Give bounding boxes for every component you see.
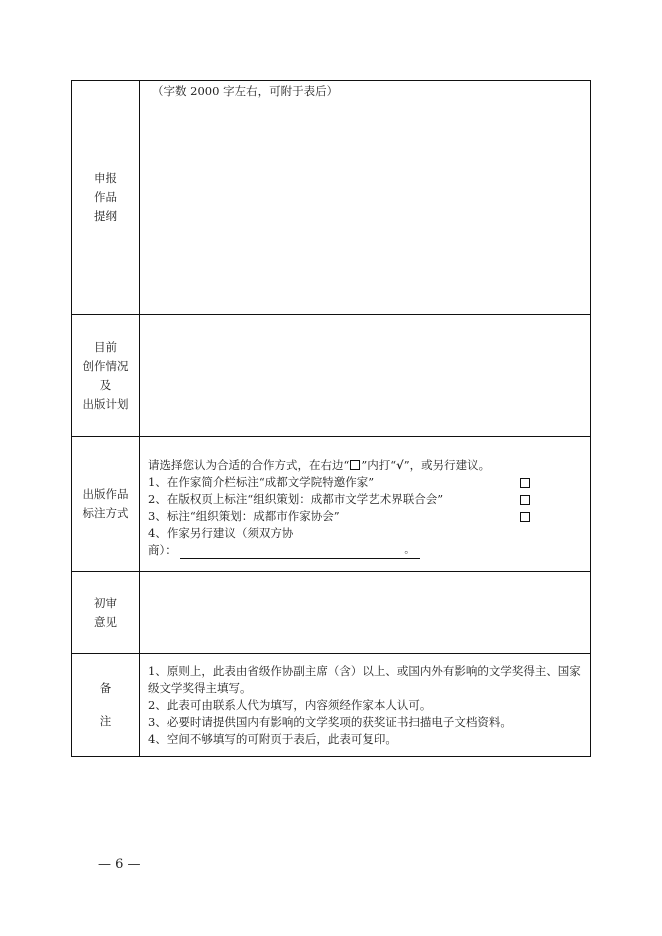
instruction-text: ”，或另行建议。	[403, 458, 491, 472]
row-work-outline	[72, 81, 591, 315]
label-line: 意见	[94, 614, 117, 629]
label-line: 标注方式	[82, 506, 129, 520]
attribution-instruction	[148, 457, 582, 474]
checkbox-sample-icon	[350, 460, 360, 470]
label-line: 注	[99, 714, 112, 728]
instruction-text: ”内打“	[361, 458, 397, 472]
option-4	[148, 525, 582, 542]
label-work-outline	[72, 81, 140, 315]
option-row	[148, 508, 582, 525]
note-item: 4、空间不够填写的可附页于表后，此表可复印。	[148, 731, 397, 746]
option-3-checkbox[interactable]	[520, 512, 530, 522]
page-number: — 6 —	[98, 857, 141, 872]
period-mark: 。	[404, 545, 415, 556]
notes-content	[140, 654, 591, 757]
option-label: 商）：	[148, 543, 177, 557]
note-item: 3、必要时请提供国内有影响的文学奖项的获奖证书扫描电子文档资料。	[148, 714, 512, 729]
option-row	[148, 474, 582, 491]
option-label: 3、标注“组织策划：成都市作家协会”	[148, 509, 340, 523]
checkmark-icon: √	[396, 458, 404, 472]
label-line: 出版作品	[82, 487, 129, 501]
option-4-input-line	[148, 542, 582, 559]
label-line: 目前	[94, 339, 117, 354]
option-label: 2、在版权页上标注“组织策划：成都市文学艺术界联合会”	[148, 492, 444, 506]
label-line: 创作情况	[82, 358, 129, 373]
option-2-checkbox[interactable]	[520, 495, 530, 505]
row-initial-review	[72, 572, 591, 654]
option-1-checkbox[interactable]	[520, 478, 530, 488]
label-line: 申报	[94, 171, 117, 185]
attribution-field	[140, 437, 591, 572]
custom-suggestion-input[interactable]	[180, 546, 420, 559]
label-line: 初审	[94, 595, 117, 610]
option-label: 1、在作家简介栏标注“成都文学院特邀作家”	[148, 475, 375, 489]
note-item: 1、原则上，此表由省级作协副主席（含）以上、或国内外有影响的文学奖得主、国家级文学奖得主填写。	[148, 663, 581, 695]
instruction-text: 请选择您认为合适的合作方式，在右边“	[148, 458, 350, 472]
word-count-hint: （字数 2000 字左右，可附于表后）	[152, 84, 339, 98]
label-notes	[72, 654, 140, 757]
note-item: 2、此表可由联系人代为填写，内容须经作家本人认可。	[148, 697, 432, 712]
label-line: 作品	[94, 190, 117, 204]
label-line: 提纲	[94, 209, 117, 223]
application-form-table	[71, 80, 591, 757]
row-attribution	[72, 437, 591, 572]
initial-review-field[interactable]	[140, 572, 591, 654]
label-current-plan	[72, 315, 140, 437]
option-label: 4、作家另行建议（须双方协	[148, 526, 294, 540]
work-outline-field[interactable]	[140, 81, 591, 315]
label-line: 出版计划	[82, 396, 129, 411]
label-line: 及	[99, 377, 112, 392]
label-initial-review	[72, 572, 140, 654]
label-attribution	[72, 437, 140, 572]
row-notes	[72, 654, 591, 757]
row-current-plan	[72, 315, 591, 437]
option-row	[148, 491, 582, 508]
current-plan-field[interactable]	[140, 315, 591, 437]
label-line: 备	[99, 681, 112, 695]
